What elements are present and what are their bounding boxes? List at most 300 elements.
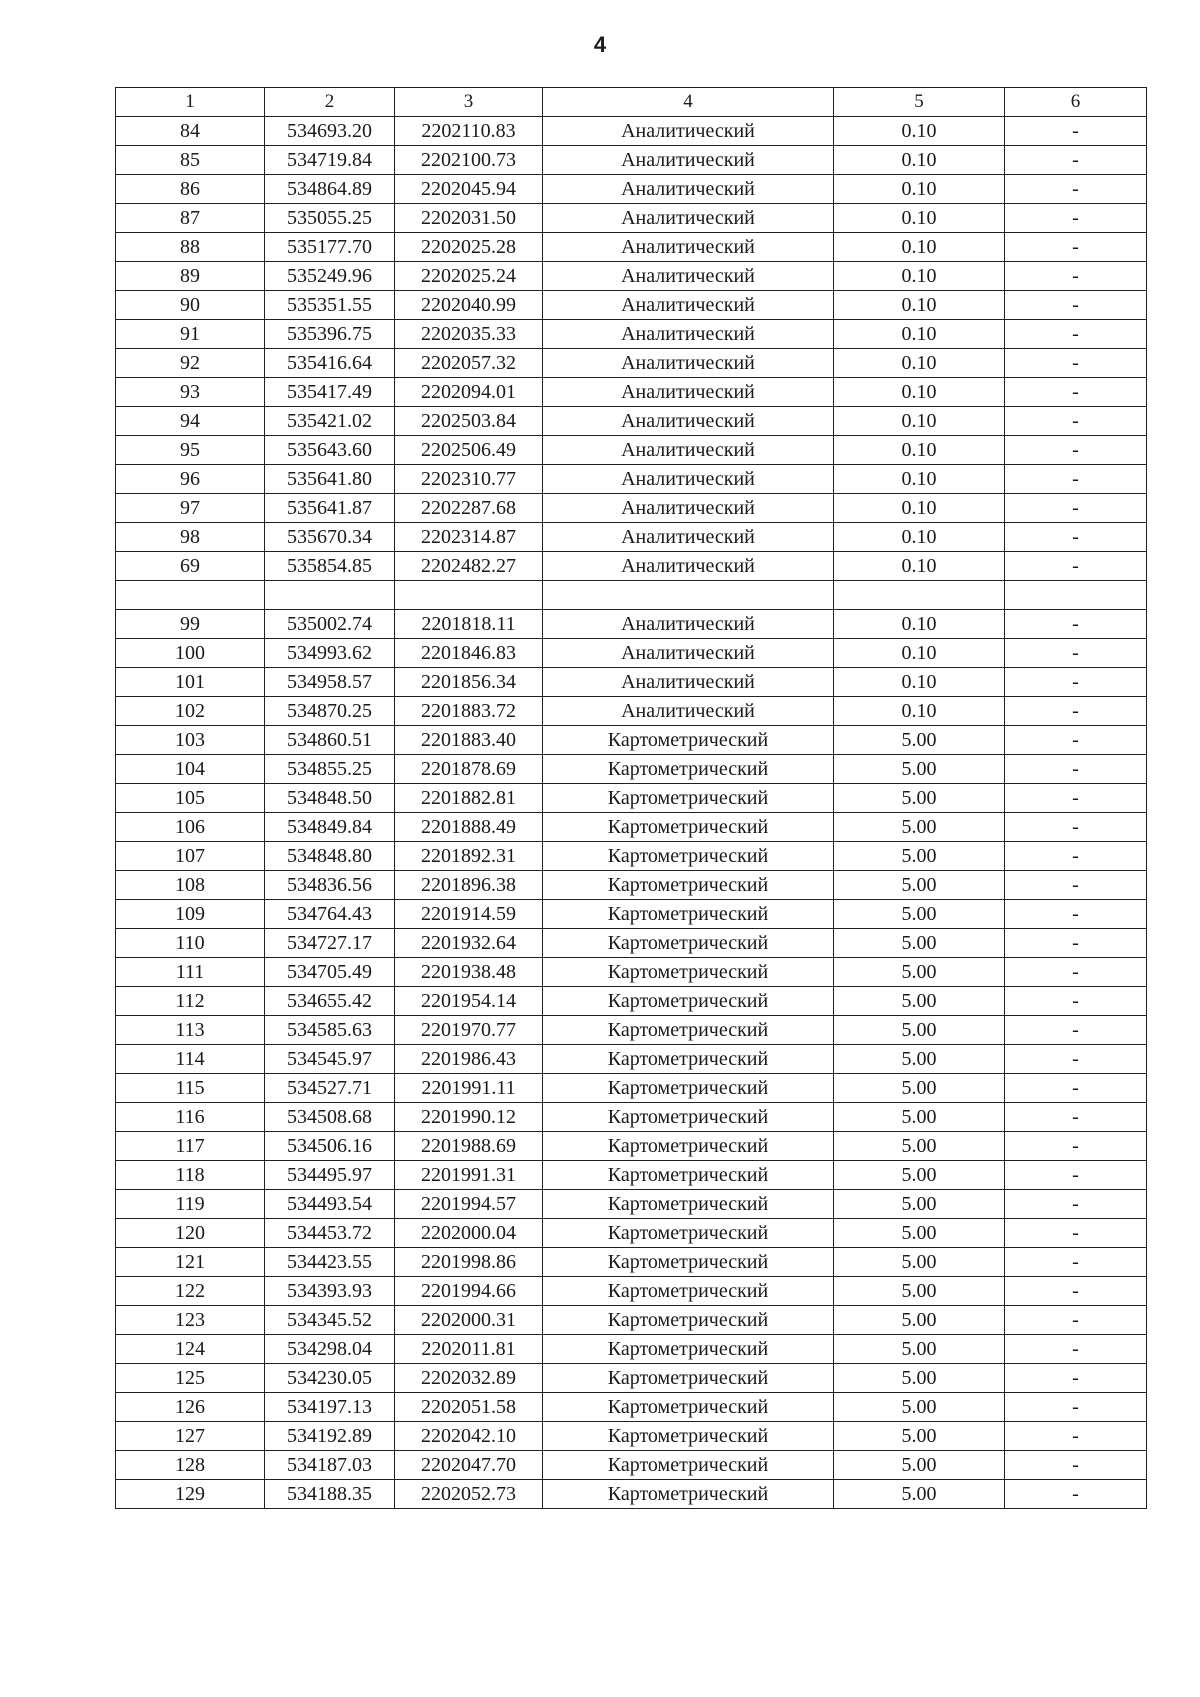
coordinate-x-cell: 534506.16 [265, 1132, 395, 1161]
note-cell: - [1005, 1451, 1147, 1480]
coordinate-y-cell: 2202051.58 [395, 1393, 543, 1422]
point-number-cell: 118 [116, 1161, 265, 1190]
point-number-cell: 117 [116, 1132, 265, 1161]
coordinate-x-cell: 535854.85 [265, 552, 395, 581]
method-cell: Картометрический [543, 987, 834, 1016]
accuracy-cell: 0.10 [834, 436, 1005, 465]
table-row [116, 349, 1147, 378]
table-row [116, 610, 1147, 639]
point-number-cell: 85 [116, 146, 265, 175]
accuracy-cell: 5.00 [834, 1161, 1005, 1190]
point-number-cell: 116 [116, 1103, 265, 1132]
coordinate-y-cell: 2201896.38 [395, 871, 543, 900]
coordinate-x-cell: 535643.60 [265, 436, 395, 465]
table-row [116, 1451, 1147, 1480]
method-cell: Аналитический [543, 378, 834, 407]
point-number-cell: 96 [116, 465, 265, 494]
coordinate-x-cell: 534836.56 [265, 871, 395, 900]
note-cell: - [1005, 987, 1147, 1016]
method-cell: Картометрический [543, 1335, 834, 1364]
note-cell: - [1005, 146, 1147, 175]
point-number-cell: 95 [116, 436, 265, 465]
method-cell: Картометрический [543, 1364, 834, 1393]
accuracy-cell: 0.10 [834, 204, 1005, 233]
accuracy-cell: 5.00 [834, 1248, 1005, 1277]
note-cell: - [1005, 784, 1147, 813]
accuracy-cell: 5.00 [834, 1103, 1005, 1132]
accuracy-cell: 0.10 [834, 320, 1005, 349]
method-cell: Аналитический [543, 639, 834, 668]
point-number-cell: 121 [116, 1248, 265, 1277]
method-cell: Картометрический [543, 1132, 834, 1161]
coordinate-y-cell: 2201818.11 [395, 610, 543, 639]
coordinate-x-cell: 534493.54 [265, 1190, 395, 1219]
note-cell: - [1005, 1161, 1147, 1190]
method-cell: Аналитический [543, 291, 834, 320]
point-number-cell: 84 [116, 117, 265, 146]
method-cell: Картометрический [543, 1161, 834, 1190]
coordinate-x-cell: 534864.89 [265, 175, 395, 204]
coordinate-y-cell: 2201990.12 [395, 1103, 543, 1132]
point-number-cell: 113 [116, 1016, 265, 1045]
coordinate-y-cell: 2201883.72 [395, 697, 543, 726]
coordinate-x-cell: 535641.80 [265, 465, 395, 494]
point-number-cell: 94 [116, 407, 265, 436]
coordinate-y-cell: 2202506.49 [395, 436, 543, 465]
method-cell: Картометрический [543, 1393, 834, 1422]
method-cell: Картометрический [543, 1480, 834, 1509]
point-number-cell: 122 [116, 1277, 265, 1306]
note-cell: - [1005, 1190, 1147, 1219]
point-number-cell: 86 [116, 175, 265, 204]
coordinate-x-cell: 534423.55 [265, 1248, 395, 1277]
table-row [116, 117, 1147, 146]
note-cell: - [1005, 1132, 1147, 1161]
note-cell: - [1005, 552, 1147, 581]
coordinate-x-cell: 534230.05 [265, 1364, 395, 1393]
accuracy-cell: 5.00 [834, 1451, 1005, 1480]
table-row [116, 1422, 1147, 1451]
table-row [116, 813, 1147, 842]
method-cell: Аналитический [543, 523, 834, 552]
coordinate-x-cell: 534453.72 [265, 1219, 395, 1248]
table-row [116, 581, 1147, 610]
method-cell: Картометрический [543, 1422, 834, 1451]
column-header: 6 [1005, 88, 1147, 117]
coordinate-x-cell [265, 581, 395, 610]
point-number-cell: 90 [116, 291, 265, 320]
method-cell: Картометрический [543, 784, 834, 813]
coordinate-y-cell: 2202100.73 [395, 146, 543, 175]
coordinate-x-cell: 534527.71 [265, 1074, 395, 1103]
coordinate-x-cell: 534848.80 [265, 842, 395, 871]
coordinate-y-cell: 2201932.64 [395, 929, 543, 958]
coordinate-y-cell: 2202032.89 [395, 1364, 543, 1393]
point-number-cell: 119 [116, 1190, 265, 1219]
accuracy-cell: 5.00 [834, 1132, 1005, 1161]
method-cell: Аналитический [543, 262, 834, 291]
coordinate-x-cell: 534705.49 [265, 958, 395, 987]
method-cell: Картометрический [543, 1306, 834, 1335]
method-cell: Аналитический [543, 436, 834, 465]
accuracy-cell: 5.00 [834, 1190, 1005, 1219]
coordinate-y-cell: 2201954.14 [395, 987, 543, 1016]
accuracy-cell: 0.10 [834, 697, 1005, 726]
table-row [116, 378, 1147, 407]
coordinate-x-cell: 534495.97 [265, 1161, 395, 1190]
coordinate-y-cell: 2202287.68 [395, 494, 543, 523]
point-number-cell: 93 [116, 378, 265, 407]
note-cell: - [1005, 204, 1147, 233]
coordinate-x-cell: 534860.51 [265, 726, 395, 755]
coordinate-y-cell: 2202000.31 [395, 1306, 543, 1335]
table-row [116, 987, 1147, 1016]
method-cell: Аналитический [543, 552, 834, 581]
method-cell: Картометрический [543, 958, 834, 987]
note-cell: - [1005, 1045, 1147, 1074]
method-cell: Аналитический [543, 349, 834, 378]
accuracy-cell: 5.00 [834, 1393, 1005, 1422]
method-cell: Аналитический [543, 697, 834, 726]
method-cell: Аналитический [543, 407, 834, 436]
column-header: 2 [265, 88, 395, 117]
method-cell: Картометрический [543, 1451, 834, 1480]
coordinate-y-cell: 2202057.32 [395, 349, 543, 378]
coordinate-x-cell: 534719.84 [265, 146, 395, 175]
coordinate-x-cell: 534187.03 [265, 1451, 395, 1480]
coordinate-y-cell: 2202025.28 [395, 233, 543, 262]
coordinate-y-cell: 2202031.50 [395, 204, 543, 233]
coordinate-y-cell: 2201994.57 [395, 1190, 543, 1219]
coordinate-x-cell: 534848.50 [265, 784, 395, 813]
coordinate-y-cell: 2201998.86 [395, 1248, 543, 1277]
coordinate-x-cell: 534197.13 [265, 1393, 395, 1422]
note-cell: - [1005, 262, 1147, 291]
coordinate-x-cell: 535351.55 [265, 291, 395, 320]
note-cell: - [1005, 958, 1147, 987]
coordinate-y-cell: 2202052.73 [395, 1480, 543, 1509]
column-header: 3 [395, 88, 543, 117]
accuracy-cell: 5.00 [834, 1306, 1005, 1335]
table-row [116, 436, 1147, 465]
point-number-cell: 127 [116, 1422, 265, 1451]
table-row [116, 204, 1147, 233]
table-row [116, 1219, 1147, 1248]
table-row [116, 146, 1147, 175]
accuracy-cell: 0.10 [834, 378, 1005, 407]
accuracy-cell: 5.00 [834, 726, 1005, 755]
column-header: 1 [116, 88, 265, 117]
coordinate-x-cell: 534855.25 [265, 755, 395, 784]
accuracy-cell: 5.00 [834, 929, 1005, 958]
accuracy-cell [834, 581, 1005, 610]
point-number-cell: 115 [116, 1074, 265, 1103]
point-number-cell: 107 [116, 842, 265, 871]
table-row [116, 755, 1147, 784]
table-row [116, 465, 1147, 494]
note-cell: - [1005, 697, 1147, 726]
coordinate-x-cell: 535416.64 [265, 349, 395, 378]
accuracy-cell: 5.00 [834, 784, 1005, 813]
method-cell: Картометрический [543, 1103, 834, 1132]
point-number-cell: 91 [116, 320, 265, 349]
point-number-cell: 129 [116, 1480, 265, 1509]
table-row [116, 1190, 1147, 1219]
coordinate-y-cell: 2201882.81 [395, 784, 543, 813]
coordinate-y-cell: 2202482.27 [395, 552, 543, 581]
method-cell: Аналитический [543, 610, 834, 639]
point-number-cell: 104 [116, 755, 265, 784]
point-number-cell: 89 [116, 262, 265, 291]
accuracy-cell: 0.10 [834, 610, 1005, 639]
coordinates-table [115, 87, 1147, 1509]
coordinate-x-cell: 534393.93 [265, 1277, 395, 1306]
note-cell: - [1005, 726, 1147, 755]
coordinate-y-cell: 2202503.84 [395, 407, 543, 436]
accuracy-cell: 0.10 [834, 523, 1005, 552]
coordinate-x-cell: 534188.35 [265, 1480, 395, 1509]
method-cell: Аналитический [543, 233, 834, 262]
note-cell: - [1005, 639, 1147, 668]
method-cell: Картометрический [543, 755, 834, 784]
point-number-cell: 120 [116, 1219, 265, 1248]
table-row [116, 668, 1147, 697]
table-row [116, 929, 1147, 958]
accuracy-cell: 0.10 [834, 349, 1005, 378]
page-number: 4 [593, 32, 607, 57]
coordinate-x-cell: 535055.25 [265, 204, 395, 233]
note-cell: - [1005, 378, 1147, 407]
method-cell: Картометрический [543, 1219, 834, 1248]
table-row [116, 552, 1147, 581]
accuracy-cell: 5.00 [834, 1277, 1005, 1306]
coordinate-y-cell: 2201878.69 [395, 755, 543, 784]
accuracy-cell: 0.10 [834, 639, 1005, 668]
method-cell: Картометрический [543, 726, 834, 755]
note-cell: - [1005, 1277, 1147, 1306]
table-row [116, 1161, 1147, 1190]
table-row [116, 842, 1147, 871]
accuracy-cell: 5.00 [834, 1480, 1005, 1509]
note-cell: - [1005, 900, 1147, 929]
method-cell: Аналитический [543, 668, 834, 697]
note-cell: - [1005, 291, 1147, 320]
method-cell: Аналитический [543, 465, 834, 494]
accuracy-cell: 5.00 [834, 755, 1005, 784]
header-row [116, 88, 1147, 117]
coordinate-y-cell: 2201938.48 [395, 958, 543, 987]
coordinate-y-cell: 2201970.77 [395, 1016, 543, 1045]
coordinate-x-cell: 534993.62 [265, 639, 395, 668]
point-number-cell: 123 [116, 1306, 265, 1335]
method-cell: Аналитический [543, 204, 834, 233]
point-number-cell: 69 [116, 552, 265, 581]
point-number-cell: 125 [116, 1364, 265, 1393]
coordinate-y-cell: 2201991.11 [395, 1074, 543, 1103]
coordinate-y-cell: 2201883.40 [395, 726, 543, 755]
coordinate-y-cell: 2201914.59 [395, 900, 543, 929]
accuracy-cell: 5.00 [834, 1219, 1005, 1248]
accuracy-cell: 5.00 [834, 1045, 1005, 1074]
coordinate-x-cell: 534655.42 [265, 987, 395, 1016]
point-number-cell: 100 [116, 639, 265, 668]
table-row [116, 1364, 1147, 1393]
table-row [116, 1016, 1147, 1045]
point-number-cell: 108 [116, 871, 265, 900]
coordinate-y-cell: 2202110.83 [395, 117, 543, 146]
point-number-cell: 92 [116, 349, 265, 378]
coordinate-x-cell: 535641.87 [265, 494, 395, 523]
coordinate-y-cell: 2201986.43 [395, 1045, 543, 1074]
note-cell: - [1005, 842, 1147, 871]
point-number-cell: 97 [116, 494, 265, 523]
table-row [116, 726, 1147, 755]
accuracy-cell: 0.10 [834, 407, 1005, 436]
coordinate-y-cell: 2201846.83 [395, 639, 543, 668]
coordinate-y-cell: 2201994.66 [395, 1277, 543, 1306]
accuracy-cell: 5.00 [834, 987, 1005, 1016]
table-row [116, 958, 1147, 987]
accuracy-cell: 0.10 [834, 262, 1005, 291]
coordinate-x-cell: 534545.97 [265, 1045, 395, 1074]
accuracy-cell: 5.00 [834, 1422, 1005, 1451]
note-cell: - [1005, 813, 1147, 842]
accuracy-cell: 5.00 [834, 900, 1005, 929]
accuracy-cell: 0.10 [834, 117, 1005, 146]
point-number-cell: 124 [116, 1335, 265, 1364]
point-number-cell: 103 [116, 726, 265, 755]
coordinate-x-cell: 534508.68 [265, 1103, 395, 1132]
point-number-cell: 102 [116, 697, 265, 726]
note-cell: - [1005, 465, 1147, 494]
table-row [116, 1306, 1147, 1335]
coordinate-x-cell: 535249.96 [265, 262, 395, 291]
table-row [116, 407, 1147, 436]
method-cell [543, 581, 834, 610]
method-cell: Картометрический [543, 813, 834, 842]
coordinate-y-cell: 2202314.87 [395, 523, 543, 552]
accuracy-cell: 5.00 [834, 871, 1005, 900]
note-cell: - [1005, 1335, 1147, 1364]
note-cell: - [1005, 1016, 1147, 1045]
note-cell: - [1005, 320, 1147, 349]
coordinate-x-cell: 534192.89 [265, 1422, 395, 1451]
method-cell: Картометрический [543, 1045, 834, 1074]
accuracy-cell: 5.00 [834, 1074, 1005, 1103]
coordinate-y-cell: 2202011.81 [395, 1335, 543, 1364]
accuracy-cell: 5.00 [834, 958, 1005, 987]
method-cell: Картометрический [543, 1248, 834, 1277]
accuracy-cell: 5.00 [834, 1335, 1005, 1364]
coordinate-y-cell: 2201888.49 [395, 813, 543, 842]
table-row [116, 697, 1147, 726]
point-number-cell: 111 [116, 958, 265, 987]
accuracy-cell: 0.10 [834, 494, 1005, 523]
coordinate-x-cell: 534585.63 [265, 1016, 395, 1045]
point-number-cell: 114 [116, 1045, 265, 1074]
table-row [116, 523, 1147, 552]
coordinate-y-cell: 2202035.33 [395, 320, 543, 349]
table-row [116, 494, 1147, 523]
note-cell: - [1005, 929, 1147, 958]
note-cell: - [1005, 755, 1147, 784]
accuracy-cell: 0.10 [834, 175, 1005, 204]
note-cell: - [1005, 349, 1147, 378]
point-number-cell: 101 [116, 668, 265, 697]
accuracy-cell: 0.10 [834, 668, 1005, 697]
table-row [116, 1248, 1147, 1277]
note-cell: - [1005, 610, 1147, 639]
coordinate-x-cell: 535670.34 [265, 523, 395, 552]
method-cell: Картометрический [543, 1190, 834, 1219]
point-number-cell: 109 [116, 900, 265, 929]
coordinate-y-cell: 2202047.70 [395, 1451, 543, 1480]
coordinate-x-cell: 534958.57 [265, 668, 395, 697]
coordinate-x-cell: 535002.74 [265, 610, 395, 639]
point-number-cell: 112 [116, 987, 265, 1016]
coordinate-y-cell: 2202040.99 [395, 291, 543, 320]
table-row [116, 784, 1147, 813]
note-cell: - [1005, 1393, 1147, 1422]
coordinate-x-cell: 534764.43 [265, 900, 395, 929]
coordinate-y-cell: 2202025.24 [395, 262, 543, 291]
method-cell: Аналитический [543, 494, 834, 523]
coordinate-x-cell: 534870.25 [265, 697, 395, 726]
coordinate-x-cell: 535177.70 [265, 233, 395, 262]
table-row [116, 1045, 1147, 1074]
coordinate-y-cell [395, 581, 543, 610]
point-number-cell: 98 [116, 523, 265, 552]
table-row [116, 1074, 1147, 1103]
table-body [116, 117, 1147, 1509]
coordinate-y-cell: 2201892.31 [395, 842, 543, 871]
note-cell: - [1005, 871, 1147, 900]
point-number-cell [116, 581, 265, 610]
point-number-cell: 105 [116, 784, 265, 813]
table-row [116, 1103, 1147, 1132]
note-cell: - [1005, 1219, 1147, 1248]
coordinate-y-cell: 2201988.69 [395, 1132, 543, 1161]
coordinate-x-cell: 534727.17 [265, 929, 395, 958]
table-header [116, 88, 1147, 117]
table-row [116, 233, 1147, 262]
accuracy-cell: 0.10 [834, 146, 1005, 175]
method-cell: Аналитический [543, 117, 834, 146]
coordinate-x-cell: 534345.52 [265, 1306, 395, 1335]
table-row [116, 262, 1147, 291]
method-cell: Картометрический [543, 842, 834, 871]
method-cell: Картометрический [543, 1277, 834, 1306]
method-cell: Картометрический [543, 900, 834, 929]
note-cell: - [1005, 175, 1147, 204]
table-row [116, 320, 1147, 349]
coordinate-x-cell: 535396.75 [265, 320, 395, 349]
coordinate-x-cell: 535417.49 [265, 378, 395, 407]
accuracy-cell: 5.00 [834, 842, 1005, 871]
table-row [116, 900, 1147, 929]
method-cell: Аналитический [543, 320, 834, 349]
accuracy-cell: 5.00 [834, 1364, 1005, 1393]
coordinate-y-cell: 2202094.01 [395, 378, 543, 407]
coordinate-y-cell: 2201856.34 [395, 668, 543, 697]
note-cell: - [1005, 523, 1147, 552]
coordinate-y-cell: 2202310.77 [395, 465, 543, 494]
method-cell: Аналитический [543, 175, 834, 204]
table-row [116, 1480, 1147, 1509]
note-cell: - [1005, 1364, 1147, 1393]
table-row [116, 1132, 1147, 1161]
column-header: 4 [543, 88, 834, 117]
